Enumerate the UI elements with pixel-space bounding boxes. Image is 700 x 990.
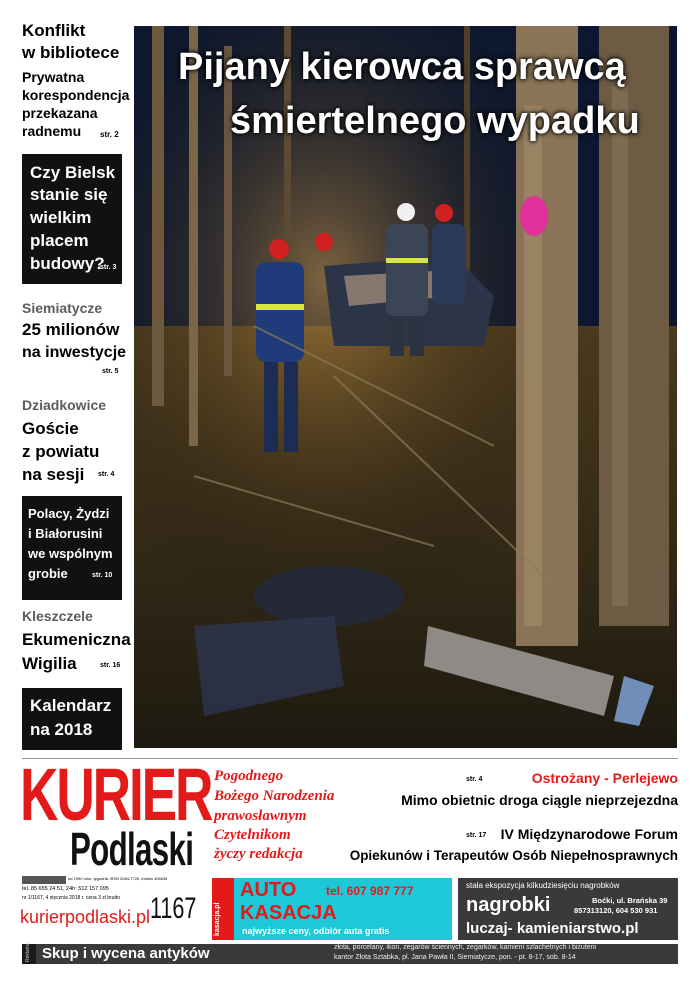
- holiday-greeting: [214, 768, 354, 868]
- ad-title: KASACJA: [240, 902, 337, 924]
- ad-website[interactable]: luczaj- kamieniarstwo.pl: [466, 920, 639, 937]
- ad-title: Skup i wycena antyków: [42, 945, 210, 962]
- story-polacy[interactable]: [22, 496, 122, 600]
- ad-brand: nagrobki: [466, 894, 551, 916]
- ad-phones: 857313120, 604 530 931: [574, 906, 658, 915]
- teaser-ostrozany[interactable]: [350, 770, 678, 810]
- masthead-info: tel. 85 655 24 51, 24h: 512 157 095: [22, 886, 109, 892]
- story-title: na 2018: [30, 720, 93, 739]
- ad-nagrobki[interactable]: [458, 878, 678, 940]
- story-subtitle: przekazana: [22, 105, 98, 121]
- masthead-title: KURIER: [20, 753, 212, 836]
- masthead: [20, 753, 212, 944]
- issue-number: 1167: [150, 892, 197, 925]
- ad-top-line: stała ekspozycja kilkudziesięciu nagrobków: [466, 881, 620, 890]
- teaser-kicker: Ostrożany - Perlejewo: [531, 770, 678, 786]
- story-title: Czy Bielsk: [30, 163, 116, 182]
- page-ref: str. 4: [466, 776, 483, 783]
- greeting-line: Pogodnego: [214, 768, 284, 784]
- hero-photo: [134, 26, 677, 748]
- teaser-kicker: IV Międzynarodowe Forum: [500, 826, 678, 842]
- ad-address: Boćki, ul. Brańska 39: [592, 896, 668, 905]
- page-ref: str. 10: [92, 572, 113, 579]
- ad-tag: Reklama: [25, 942, 31, 962]
- story-title: stanie się: [30, 185, 108, 204]
- story-dziadkowice[interactable]: [22, 397, 126, 507]
- story-title: wielkim: [30, 208, 92, 227]
- logo-icon: [22, 876, 66, 884]
- main-headline[interactable]: Pijany kierowca sprawcą: [178, 46, 626, 88]
- story-title: we wspólnym: [28, 546, 113, 561]
- story-kicker: Kleszczele: [22, 608, 93, 624]
- main-headline[interactable]: śmiertelnego wypadku: [230, 100, 640, 142]
- page-ref: str. 2: [100, 130, 119, 139]
- greeting-line: życzy redakcja: [214, 846, 303, 862]
- story-title: Kalendarz: [30, 696, 112, 715]
- ad-title: AUTO: [240, 879, 297, 901]
- ad-vertical-text: kasacja.pl: [214, 902, 221, 936]
- page-ref: str. 3: [100, 264, 117, 271]
- story-kalendarz[interactable]: [22, 688, 122, 750]
- ad-side-strip: [212, 878, 234, 940]
- ad-description: złota, porcelany, ikon, zegarów ściennych, zegarków, kamieni szlachetnych i biżuterii: [334, 944, 597, 951]
- story-title: na sesji: [22, 465, 85, 484]
- story-konflikt[interactable]: [22, 21, 130, 148]
- greeting-line: Czytelnikom: [214, 827, 291, 843]
- story-title: 25 milionów: [22, 320, 120, 339]
- story-kicker: Siemiatycze: [22, 300, 103, 316]
- story-siemiatycze[interactable]: [22, 300, 126, 380]
- story-title: Polacy, Żydzi: [28, 506, 110, 521]
- sidebar: [22, 21, 131, 752]
- greeting-line: prawosławnym: [214, 808, 307, 824]
- story-title: na inwestycje: [22, 344, 127, 361]
- story-subtitle: radnemu: [22, 123, 82, 139]
- story-title: Wigilia: [22, 654, 77, 673]
- story-kicker: Dziadkowice: [22, 397, 107, 413]
- story-bielsk[interactable]: [22, 154, 122, 284]
- story-kleszczele[interactable]: [22, 608, 131, 688]
- story-title: i Białorusini: [28, 526, 103, 541]
- teaser-title: Mimo obietnic droga ciągle nieprzejezdna: [401, 792, 678, 808]
- story-title: Konflikt: [22, 21, 86, 40]
- story-title: grobie: [28, 566, 68, 581]
- teaser-forum[interactable]: [346, 826, 678, 866]
- page-ref: str. 4: [98, 471, 115, 478]
- story-subtitle: Prywatna: [22, 69, 85, 85]
- story-title: Goście: [22, 419, 79, 438]
- story-title: Ekumeniczna: [22, 630, 131, 649]
- ad-description: kantor Złota Sztabka, pl. Jana Pawła II, Siemiatycze, pon. - pt. 8-17, sob. 8-14: [334, 954, 576, 961]
- masthead-subtitle: Podlaski: [70, 823, 194, 875]
- teaser-title: Opiekunów i Terapeutów Osób Niepełnosprawnych: [349, 848, 678, 863]
- ad-antyki[interactable]: [22, 944, 678, 964]
- masthead-info: nr 1/1167, 4 stycznia 2018 r. cena 3 zł brutto: [22, 895, 121, 901]
- story-title: budowy?: [30, 254, 105, 273]
- ad-phone: tel. 607 987 777: [326, 884, 414, 898]
- story-subtitle: korespondencja: [22, 87, 130, 103]
- page-ref: str. 5: [102, 368, 119, 375]
- page-ref: str. 16: [100, 662, 121, 669]
- story-title: z powiatu: [22, 442, 100, 461]
- page-ref: str. 17: [466, 832, 487, 839]
- ad-auto-kasacja[interactable]: [212, 878, 452, 940]
- story-title: w bibliotece: [22, 43, 120, 62]
- story-title: placem: [30, 231, 89, 250]
- masthead-info: od 1990 roku, tygodnik ISSN 2084-7726, indeks 406635: [68, 876, 168, 881]
- ad-tag-strip: [22, 944, 36, 964]
- greeting-line: Bożego Narodzenia: [214, 788, 335, 804]
- ad-tagline: najwyższe ceny, odbiór auta gratis: [242, 926, 390, 936]
- website-link[interactable]: kurierpodlaski.pl: [20, 907, 151, 927]
